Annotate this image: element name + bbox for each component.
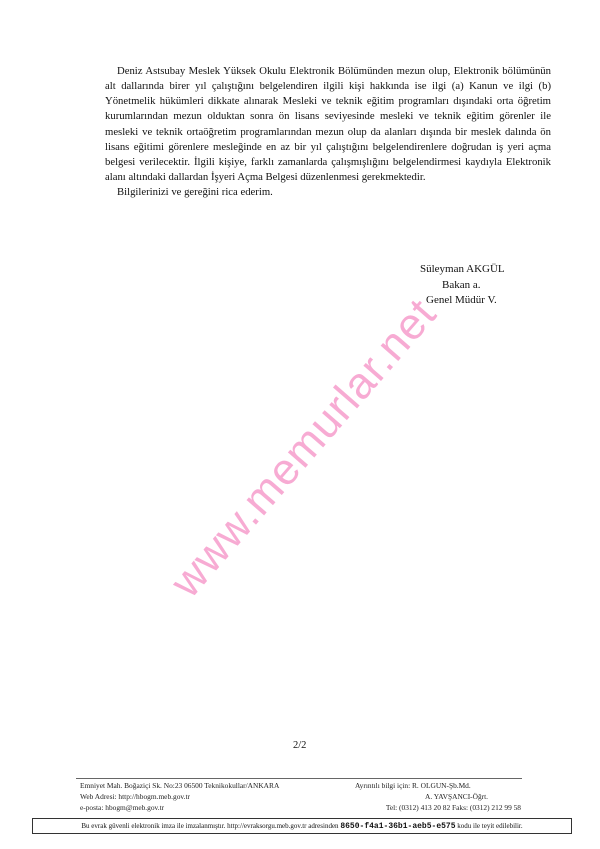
footer-address-block xyxy=(80,780,279,813)
verification-suffix: kodu ile teyit edilebilir. xyxy=(457,822,523,830)
watermark: www.memurlar.net xyxy=(161,289,446,607)
verification-code: 8650-f4a1-36b1-aeb5-e575 xyxy=(340,822,456,831)
letter-body xyxy=(105,64,551,200)
footer-phone-fax: Tel: (0312) 413 20 82 Faks: (0312) 212 99 58 xyxy=(385,803,521,812)
footer-divider xyxy=(76,778,522,779)
signatory-role: Bakan a. xyxy=(442,278,481,291)
closing-sentence: Bilgilerinizi ve gereğini rica ederim. xyxy=(117,186,273,199)
signature-block xyxy=(420,262,505,309)
letter-paragraph: Deniz Astsubay Meslek Yüksek Okulu Elektronik Bölümünden mezun olup, Elektronik bölümünün alt dallarında birer yıl çalıştığını belgelendiren ilgili kişi hakkında ise ilgi (a) Kanun ve ilgi (b) Yönetmelik hükümleri dikkate alınarak Mesleki ve teknik eğitim programları dışındaki orta öğretim kurumlarından mezun olduktan sonra ön lisans seviyesinde mesleki ve teknik eğitim görenler ile mesleki ve teknik ortaöğretim programlarından mezun olup da alanları dışında bir meslek dalında ön lisans eğitimi görenlere mesleğinde en az bir yıl çalıştığını belgelendirenlere doğrudan iş yeri açma belgesi verilecektir. İlgili kişiye, farklı zamanlarda çalışmışlığını belgelendirmesi kaydıyla Elektronik alanı altındaki dallardan İşyeri Açma Belgesi düzenlenmesi gerekmektedir. xyxy=(105,65,551,184)
signatory-name: Süleyman AKGÜL xyxy=(420,263,505,275)
verification-bar xyxy=(32,818,572,834)
page-number: 2/2 xyxy=(293,740,307,751)
footer-email-link[interactable]: e-posta: hbogm@meb.gov.tr xyxy=(80,803,165,812)
verification-text: Bu evrak güvenli elektronik imza ile imzalanmıştır. http://evraksorgu.meb.gov.tr adresinden xyxy=(81,822,339,830)
footer-contact-person-2: A. YAVŞANCI-Öğrt. xyxy=(425,792,489,801)
footer-web-link[interactable]: Web Adresi: http://hbogm.meb.gov.tr xyxy=(80,792,190,801)
footer-address: Emniyet Mah. Boğaziçi Sk. No:23 06500 Teknikokullar/ANKARA xyxy=(80,781,280,790)
signatory-title: Genel Müdür V. xyxy=(426,294,497,306)
footer-contact-person: Ayrıntılı bilgi için: R. OLGUN-Şb.Md. xyxy=(355,781,471,790)
footer-contact-block xyxy=(355,780,521,813)
